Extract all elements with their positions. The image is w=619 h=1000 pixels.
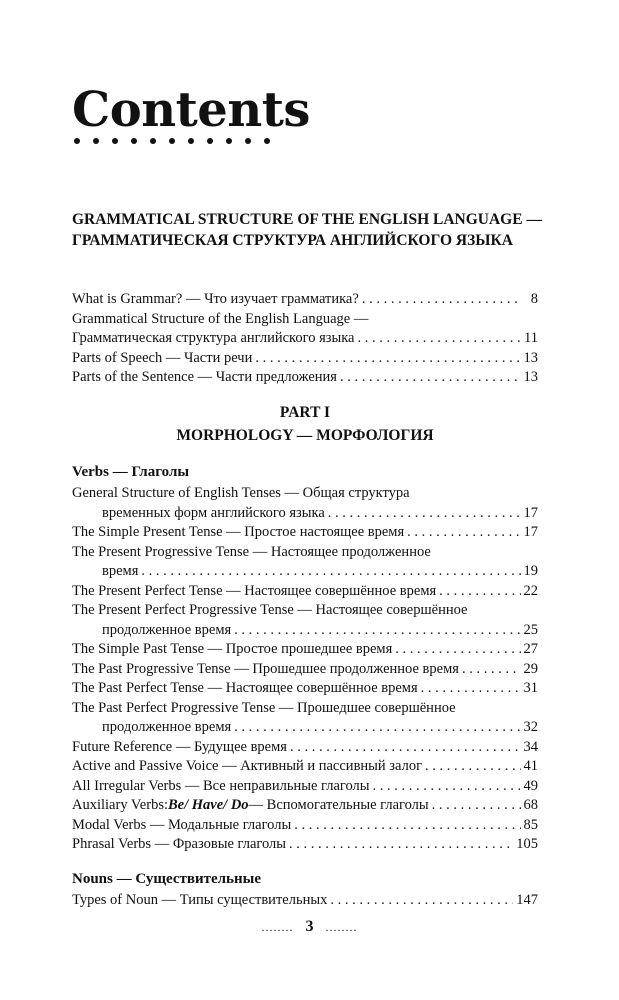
toc-entry[interactable]: Parts of the Sentence — Части предложения . . . 13 [72, 368, 538, 388]
verbs-entries [72, 484, 538, 855]
toc-entry[interactable]: What is Grammar? — Что изучает грамматика? . . . 8 [72, 290, 538, 310]
part-label: PART I [279, 404, 331, 421]
toc-entry[interactable]: The Present Progressive Tense — Настоящее продолженное время . . . 19 [72, 543, 538, 582]
toc-entry[interactable]: The Past Progressive Tense — Прошедшее продолженное время . . . 29 [72, 660, 538, 680]
toc-entry[interactable]: The Simple Past Tense — Простое прошедшее время . . . 27 [72, 640, 538, 660]
nouns-heading: Nouns — Существительные [72, 871, 261, 887]
toc-entry[interactable]: The Past Perfect Progressive Tense — Прошедшее совершённое продолженное время . . . 32 [72, 699, 538, 738]
toc-entry[interactable]: Active and Passive Voice — Активный и пассивный залог . . . 41 [72, 757, 538, 777]
toc-entry[interactable]: All Irregular Verbs — Все неправильные глаголы . . . 49 [72, 777, 538, 797]
verbs-heading: Verbs — Глаголы [72, 464, 190, 480]
toc-entry[interactable]: The Past Perfect Tense — Настоящее совершённое время . . . 31 [72, 679, 538, 699]
page-title: Contents [72, 82, 310, 138]
nouns-entries [72, 891, 538, 911]
part-subtitle: MORPHOLOGY — МОРФОЛОГИЯ [176, 427, 434, 444]
toc-entry[interactable]: Grammatical Structure of the English Language — Грамматическая структура английского языка . . . 11 [72, 310, 538, 349]
toc-entry[interactable]: Future Reference — Будущее время . . . 34 [72, 738, 538, 758]
toc-entry[interactable]: The Simple Present Tense — Простое настоящее время . . . 17 [72, 523, 538, 543]
intro-entries [72, 290, 538, 388]
title-dots-ornament [74, 138, 270, 144]
page-footer [0, 918, 619, 936]
toc-entry[interactable]: Phrasal Verbs — Фразовые глаголы . . . 105 [72, 835, 538, 855]
footer-dots-right: ........ [325, 919, 358, 934]
toc-entry[interactable]: General Structure of English Tenses — Общая структура временных форм английского языка . . . 17 [72, 484, 538, 523]
toc-entry[interactable]: Types of Noun — Типы существительных . . . 147 [72, 891, 538, 911]
toc-entry[interactable]: The Present Perfect Progressive Tense — Настоящее совершённое продолженное время . . . 25 [72, 601, 538, 640]
intro-heading: GRAMMATICAL STRUCTURE OF THE ENGLISH LANGUAGE — ГРАММАТИЧЕСКАЯ СТРУКТУРА АНГЛИЙСКОГО ЯЗЫКА [72, 211, 542, 249]
toc-entry[interactable]: Auxiliary Verbs: Be/ Have/ Do — Вспомогательные глаголы . . . 68 [72, 796, 538, 816]
toc-entry[interactable]: Modal Verbs — Модальные глаголы . . . 85 [72, 816, 538, 836]
toc-entry[interactable]: The Present Perfect Tense — Настоящее совершённое время . . . 22 [72, 582, 538, 602]
footer-dots-left: ........ [261, 919, 294, 934]
toc-entry[interactable]: Parts of Speech — Части речи . . . 13 [72, 349, 538, 369]
page-number: 3 [305, 918, 314, 935]
